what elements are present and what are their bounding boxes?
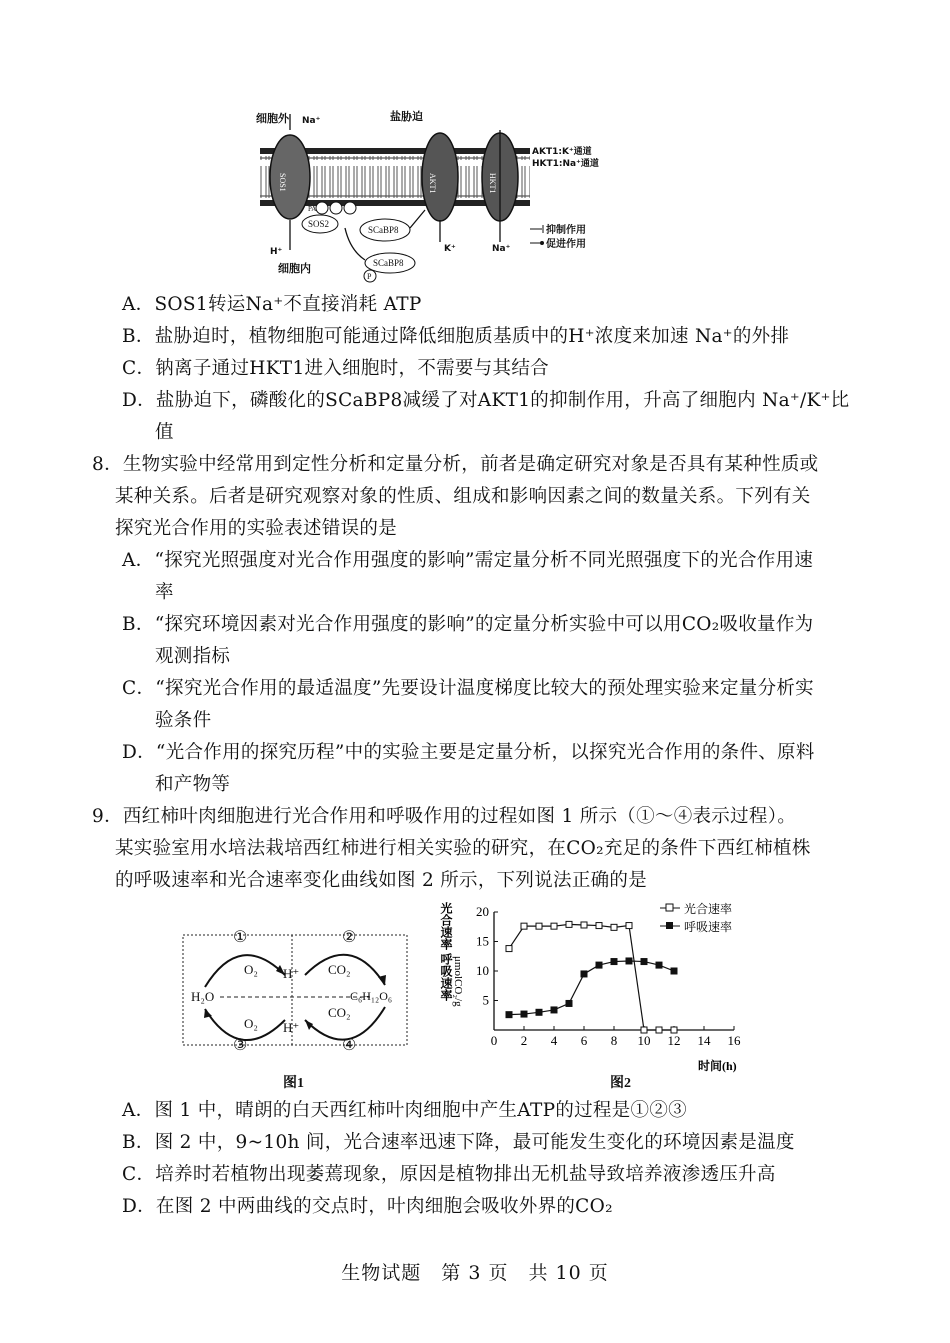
pa-label-1: PA [308, 205, 317, 213]
chart-legend [660, 901, 732, 934]
process-3: ③ [233, 1037, 248, 1054]
h-label: H⁺ [270, 247, 283, 257]
chart-ytick-label: 20 [476, 904, 489, 919]
figure-1 [180, 925, 410, 1055]
process-4: ④ [342, 1037, 357, 1054]
k-label: K⁺ [444, 244, 456, 254]
chart-ytick-label: 10 [476, 963, 489, 978]
co2-top: CO₂ [328, 962, 351, 977]
chart-point-photosynthesis [536, 923, 542, 929]
chart-point-respiration [566, 1000, 572, 1006]
legend-marker-photo [666, 904, 673, 911]
chart-point-respiration [626, 958, 632, 964]
q8-stem-2: 某种关系。后者是研究观察对象的性质、组成和影响因素之间的数量关系。下列有关 [115, 486, 811, 507]
q9-option-d: D．在图 2 中两曲线的交点时，叶肉细胞会吸收外界的CO₂ [122, 1196, 613, 1217]
chart-point-photosynthesis [641, 1027, 647, 1033]
sos1-label: SOS1 [278, 173, 287, 192]
legend-marker-resp [666, 922, 673, 929]
chart-point-respiration [656, 962, 662, 968]
q8-option-b-cont: 观测指标 [155, 646, 231, 667]
akt1-protein [422, 133, 458, 221]
membrane-figure [240, 100, 620, 290]
chart-point-respiration [671, 968, 677, 974]
o2-bottom: O₂ [244, 1016, 258, 1031]
chart-xtick-label: 4 [550, 1033, 558, 1048]
chart-point-respiration [551, 1007, 557, 1013]
legend-promote: 促进作用 [546, 239, 586, 250]
q9-option-c: C．培养时若植物出现萎蔫现象，原因是植物排出无机盐导致培养液渗透压升高 [122, 1164, 776, 1185]
hkt1-label: HKT1 [488, 173, 497, 194]
chart-ylabel: 光合速率 呼吸速率 [439, 902, 453, 1001]
chart-point-photosynthesis [551, 923, 557, 929]
q7-option-d: D．盐胁迫下，磷酸化的SCaBP8减缓了对AKT1的抑制作用，升高了细胞内 Na⁺/K⁺比 [122, 390, 850, 411]
chart-point-respiration [596, 962, 602, 968]
chart-xtick-label: 6 [580, 1033, 588, 1048]
q8-option-a-cont: 率 [155, 582, 174, 603]
q7-option-a: A．SOS1转运Na⁺不直接消耗 ATP [122, 294, 422, 315]
q9-option-a: A．图 1 中，晴朗的白天西红柿叶肉细胞中产生ATP的过程是①②③ [122, 1100, 687, 1121]
q8-stem-3: 探究光合作用的实验表述错误的是 [115, 518, 398, 539]
chart-yunit: μmolCO₂/g [452, 956, 464, 1007]
inside-label: 细胞内 [278, 262, 311, 275]
q8-option-a: A．“探究光照强度对光合作用强度的影响”需定量分析不同光照强度下的光合作用速 [122, 550, 814, 571]
q9-stem-3: 的呼吸速率和光合速率变化曲线如图 2 所示，下列说法正确的是 [115, 870, 648, 891]
q7-option-c: C．钠离子通过HKT1进入细胞时，不需要与其结合 [122, 358, 549, 379]
scabp8-p-label: SCaBP8 [373, 258, 404, 268]
q9-option-b: B．图 2 中，9~10h 间，光合速率迅速下降，最可能发生变化的环境因素是温度 [122, 1132, 795, 1153]
legend-akt: AKT1:K⁺通道 [532, 147, 592, 157]
chart-point-photosynthesis [671, 1027, 677, 1033]
page-footer: 生物试题 第 3 页 共 10 页 [341, 1262, 609, 1284]
outside-label: 细胞外 [256, 112, 289, 125]
q8-option-d: D．“光合作用的探究历程”中的实验主要是定量分析，以探究光合作用的条件、原料 [122, 742, 815, 763]
chart-line-photosynthesis [509, 924, 674, 1030]
chart-xtick-label: 12 [667, 1033, 681, 1048]
chart-point-photosynthesis [611, 924, 617, 930]
chart-ytick-label: 15 [476, 933, 489, 949]
chart-line-respiration [509, 961, 674, 1015]
chart-point-photosynthesis [506, 946, 512, 952]
chart-point-respiration [521, 1011, 527, 1017]
chart-point-photosynthesis [521, 923, 527, 929]
q8-option-c-cont: 验条件 [155, 710, 212, 731]
process-1: ① [233, 929, 248, 946]
chart-xtick-label: 14 [697, 1033, 711, 1048]
legend-resp-label: 呼吸速率 [684, 920, 733, 934]
chart-xtick-label: 0 [490, 1033, 498, 1048]
h2o-label: H₂O [191, 989, 215, 1004]
chart-xlabel: 时间(h) [698, 1059, 737, 1073]
chart-point-respiration [611, 959, 617, 965]
q8-stem-1: 8．生物实验中经常用到定性分析和定量分析，前者是确定研究对象是否具有某种性质或 [92, 454, 819, 475]
legend-photo-label: 光合速率 [684, 902, 733, 916]
q8-option-b: B．“探究环境因素对光合作用强度的影响”的定量分析实验中可以用CO₂吸收量作为 [122, 614, 814, 635]
figure-1-caption: 图1 [283, 1076, 304, 1091]
chart-point-respiration [506, 1012, 512, 1018]
akt1-label: AKT1 [428, 173, 437, 194]
chart-xtick-label: 8 [610, 1033, 618, 1048]
chart-point-photosynthesis [566, 921, 572, 927]
chart-point-photosynthesis [626, 923, 632, 929]
chart-point-respiration [581, 971, 587, 977]
q8-option-d-cont: 和产物等 [155, 774, 231, 795]
scabp8-label: SCaBP8 [368, 225, 399, 235]
sos1-protein [270, 135, 310, 219]
chart-point-respiration [641, 959, 647, 965]
na-bottom-label: Na⁺ [492, 244, 511, 254]
h-bottom: H⁺ [283, 1020, 300, 1035]
q9-stem-2: 某实验室用水培法栽培西红柿进行相关实验的研究，在CO₂充足的条件下西红柿植株 [115, 838, 811, 859]
chart-xtick-label: 16 [727, 1033, 741, 1048]
na-top-label: Na⁺ [302, 116, 321, 126]
q7-option-d-cont: 值 [155, 422, 174, 443]
h-top: H⁺ [283, 966, 300, 981]
p-label: P [367, 272, 372, 281]
chart-point-photosynthesis [656, 1027, 662, 1033]
chart-ytick-label: 5 [482, 992, 489, 1008]
chart-figure-2 [436, 888, 756, 1088]
figure-2-caption: 图2 [610, 1076, 631, 1091]
legend-hkt: HKT1:Na⁺通道 [532, 159, 599, 169]
o2-top: O₂ [244, 962, 258, 977]
chart-xtick-label: 2 [520, 1033, 528, 1048]
q8-option-c: C．“探究光合作用的最适温度”先要设计温度梯度比较大的预处理实验来定量分析实 [122, 678, 814, 699]
q7-option-b: B．盐胁迫时，植物细胞可能通过降低细胞质基质中的H⁺浓度来加速 Na⁺的外排 [122, 326, 790, 347]
chart-xtick-label: 10 [637, 1033, 651, 1048]
stress-label: 盐胁迫 [390, 110, 423, 123]
chart-point-photosynthesis [596, 923, 602, 929]
legend-inhibit: 抑制作用 [546, 225, 586, 236]
chart-point-respiration [536, 1009, 542, 1015]
co2-bottom: CO₂ [328, 1005, 351, 1020]
glucose-label: C₆H₁₂O₆ [350, 989, 393, 1003]
q9-stem-1: 9．西红柿叶肉细胞进行光合作用和呼吸作用的过程如图 1 所示（①～④表示过程）。 [92, 806, 797, 827]
sos2-label: SOS2 [308, 219, 330, 229]
chart-point-photosynthesis [581, 922, 587, 928]
figure-2 [436, 888, 756, 1088]
process-2: ② [342, 929, 357, 946]
